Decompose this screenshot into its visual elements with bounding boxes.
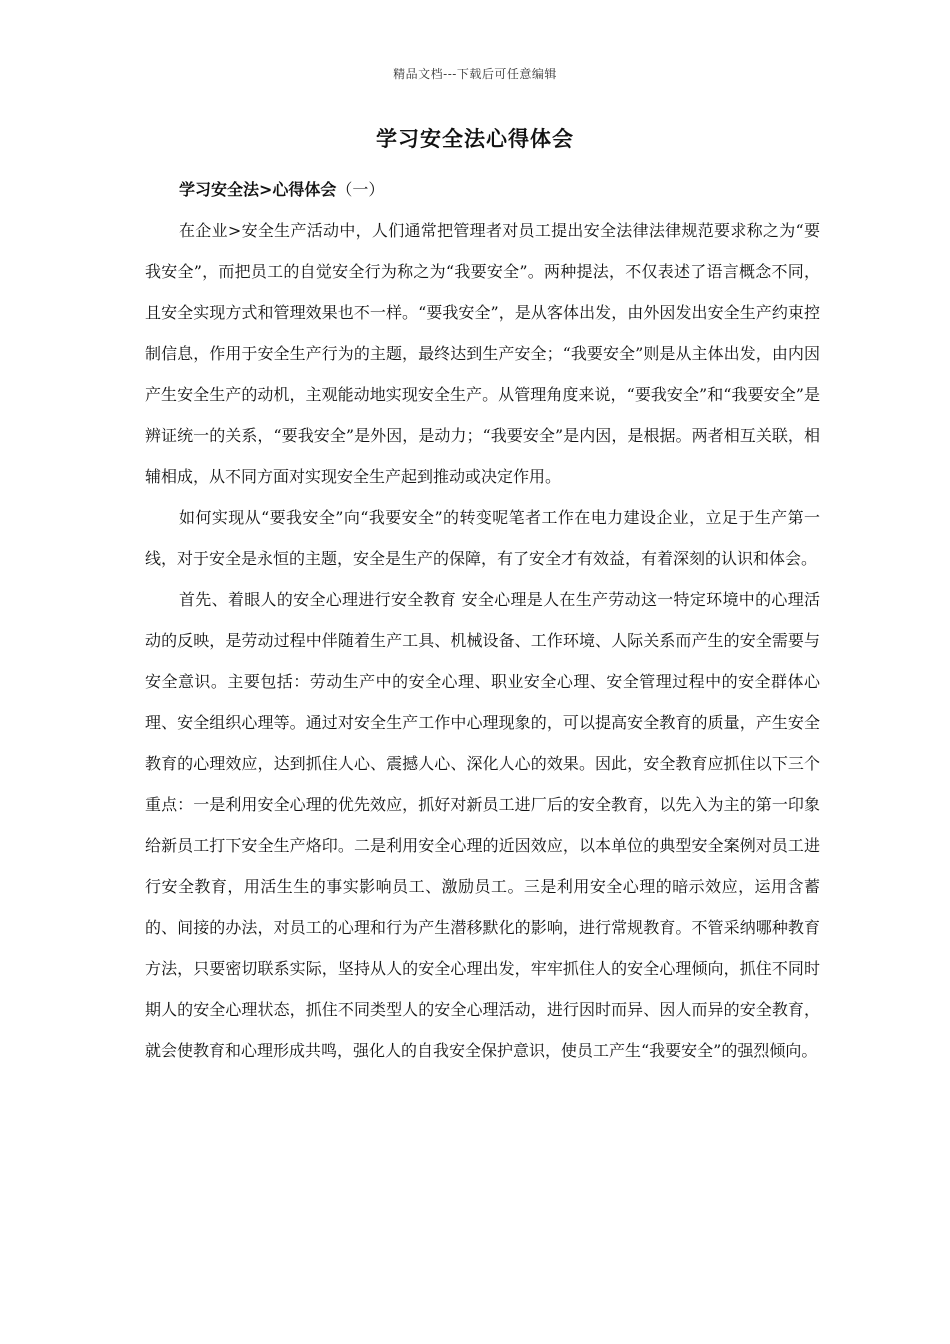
document-title: 学习安全法心得体会 — [376, 127, 574, 151]
section-subtitle — [145, 169, 820, 210]
section-subtitle-suffix: （一） — [336, 180, 385, 199]
page-header: 精品文档---下载后可任意编辑 — [393, 67, 557, 81]
paragraph-1: 在企业>安全生产活动中，人们通常把管理者对员工提出安全法律法律规范要求称之为“要我安全”，而把员工的自觉安全行为称之为“我要安全”。两种提法，不仅表述了语言概念不同，且安全实现方式和管理效果也不一样。“要我安全”，是从客体出发，由外因发出安全生产约束控制信息，作用于安全生产行为的主题，最终达到生产安全；“我要安全”则是从主体出发，由内因产生安全生产的动机，主观能动地实现安全生产。从管理角度来说，“要我安全”和“我要安全”是辨证统一的关系，“要我安全”是外因，是动力；“我要安全”是内因，是根据。两者相互关联，相辅相成，从不同方面对实现安全生产起到推动或决定作用。 — [145, 221, 820, 486]
paragraph-2: 如何实现从“要我安全”向“我要安全”的转变呢笔者工作在电力建设企业，立足于生产第一线，对于安全是永恒的主题，安全是生产的保障，有了安全才有效益，有着深刻的认识和体会。 — [145, 508, 820, 568]
document-body — [145, 169, 820, 1071]
paragraph-3: 首先、着眼人的安全心理进行安全教育 安全心理是人在生产劳动这一特定环境中的心理活动的反映，是劳动过程中伴随着生产工具、机械设备、工作环境、人际关系而产生的安全需要与安全意识。主要包括：劳动生产中的安全心理、职业安全心理、安全管理过程中的安全群体心理、安全组织心理等。通过对安全生产工作中心理现象的，可以提高安全教育的质量，产生安全教育的心理效应，达到抓住人心、震撼人心、深化人心的效果。因此，安全教育应抓住以下三个重点：一是利用安全心理的优先效应，抓好对新员工进厂后的安全教育，以先入为主的第一印象给新员工打下安全生产烙印。二是利用安全心理的近因效应，以本单位的典型安全案例对员工进行安全教育，用活生生的事实影响员工、激励员工。三是利用安全心理的暗示效应，运用含蓄的、间接的办法，对员工的心理和行为产生潜移默化的影响，进行常规教育。不管采纳哪种教育方法，只要密切联系实际，坚持从人的安全心理出发，牢牢抓住人的安全心理倾向，抓住不同时期人的安全心理状态，抓住不同类型人的安全心理活动，进行因时而异、因人而异的安全教育，就会使教育和心理形成共鸣，强化人的自我安全保护意识，使员工产生“我要安全”的强烈倾向。 — [145, 590, 820, 1060]
section-subtitle-bold: 学习安全法>心得体会 — [179, 180, 337, 199]
